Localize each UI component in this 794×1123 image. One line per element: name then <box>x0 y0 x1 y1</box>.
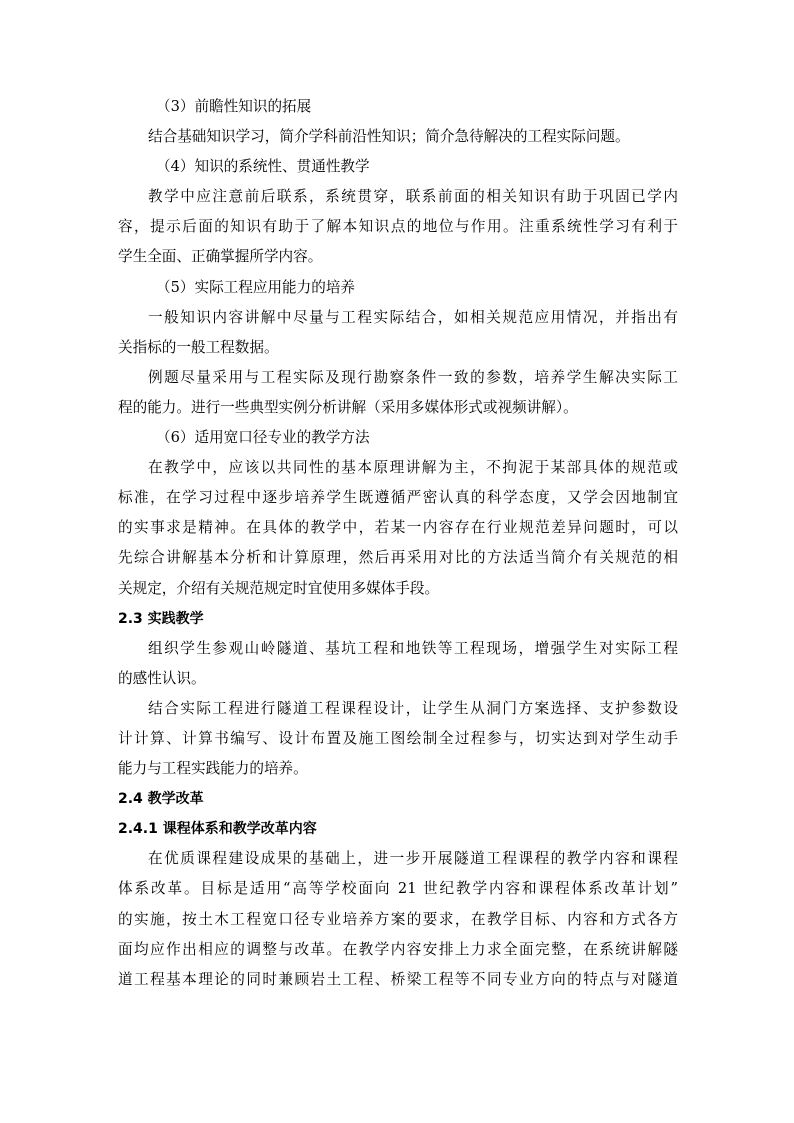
paragraph <box>118 303 678 363</box>
text-line: （5）实际工程应用能力的培养 <box>156 278 356 296</box>
text-line: 的实施，按土木工程宽口径专业培养方案的要求，在教学目标、内容和方式各方 <box>118 910 678 928</box>
text-line: 2.3 实践教学 <box>118 610 204 627</box>
text-line: 例题尽量采用与工程实际及现行勘察条件一致的参数，培养学生解决实际工 <box>148 368 678 386</box>
text-line: 的实事求是精神。在具体的教学中，若某一内容存在行业规范差异问题时，可以 <box>118 519 678 537</box>
text-line: （4）知识的系统性、贯通性教学 <box>156 158 370 176</box>
section-heading <box>118 814 678 844</box>
paragraph <box>118 363 678 423</box>
paragraph <box>118 122 678 152</box>
text-line: 体系改革。目标是适用“高等学校面向 21 世纪教学内容和课程体系改革计划” <box>118 880 678 898</box>
text-line: 面均应作出相应的调整与改革。在教学内容安排上力求全面完整，在系统讲解隧 <box>118 940 678 958</box>
subsection-title <box>118 92 678 122</box>
text-line: 容，提示后面的知识有助于了解本知识点的地位与作用。注重系统性学习有利于 <box>118 218 678 236</box>
section-heading <box>118 784 678 814</box>
subsection-title <box>118 423 678 453</box>
text-line: 结合实际工程进行隧道工程课程设计，让学生从洞门方案选择、支护参数设 <box>148 699 678 717</box>
text-line: 组织学生参观山岭隧道、基坑工程和地铁等工程现场，增强学生对实际工程 <box>148 639 678 657</box>
text-line: （6）适用宽口径专业的教学方法 <box>156 429 370 447</box>
text-line: 教学中应注意前后联系，系统贯穿，联系前面的相关知识有助于巩固已学内 <box>148 188 678 206</box>
text-line: 结合基础知识学习，简介学科前沿性知识；简介急待解决的工程实际问题。 <box>148 128 630 146</box>
text-line: 计计算、计算书编写、设计布置及施工图绘制全过程参与，切实达到对学生动手 <box>118 729 678 747</box>
text-line: 2.4.1 课程体系和教学改革内容 <box>118 821 317 838</box>
paragraph <box>118 844 678 994</box>
paragraph <box>118 182 678 272</box>
paragraph <box>118 453 678 603</box>
text-line: 关指标的一般工程数据。 <box>118 338 279 356</box>
text-line: 先综合讲解基本分析和计算原理，然后再采用对比的方法适当简介有关规范的相 <box>118 549 678 567</box>
text-line: 道工程基本理论的同时兼顾岩土工程、桥梁工程等不同专业方向的特点与对隧道 <box>118 970 678 988</box>
text-line: 关规定，介绍有关规范规定时宜使用多媒体手段。 <box>118 579 440 597</box>
text-line: 标准，在学习过程中逐步培养学生既遵循严密认真的科学态度，又学会因地制宜 <box>118 489 678 507</box>
subsection-title <box>118 152 678 182</box>
section-heading <box>118 604 678 634</box>
paragraph <box>118 634 678 694</box>
text-line: 程的能力。进行一些典型实例分析讲解（采用多媒体形式或视频讲解）。 <box>118 398 578 416</box>
subsection-title <box>118 273 678 303</box>
text-line: 的感性认识。 <box>118 669 206 687</box>
text-line: 2.4 教学改革 <box>118 791 204 808</box>
text-line: 能力与工程实践能力的培养。 <box>118 760 308 778</box>
paragraph <box>118 694 678 784</box>
text-line: 学生全面、正确掌握所学内容。 <box>118 248 323 266</box>
document-page <box>118 92 678 995</box>
text-line: 在教学中，应该以共同性的基本原理讲解为主，不拘泥于某部具体的规范或 <box>148 459 678 477</box>
text-line: 在优质课程建设成果的基础上，进一步开展隧道工程课程的教学内容和课程 <box>148 850 678 868</box>
text-line: 一般知识内容讲解中尽量与工程实际结合，如相关规范应用情况，并指出有 <box>148 308 678 326</box>
text-line: （3）前瞻性知识的拓展 <box>156 98 312 115</box>
